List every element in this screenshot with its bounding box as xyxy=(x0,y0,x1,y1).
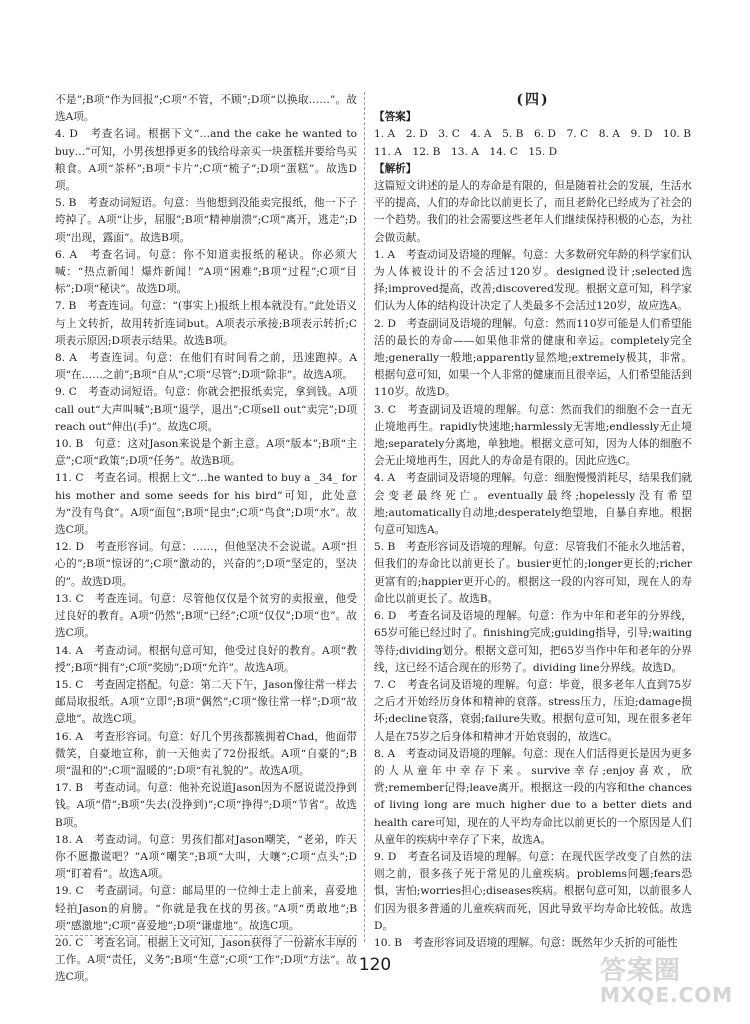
analysis-item: 3. C 考查副词及语境的理解。句意：然而我们的细胞不会一直无止境地再生。rapidly快速地;harmlessly无害地;endlessly无止境地;separately分离地，单独地。根据文意可知，因为人体的细胞不会无止境地再生，因此人的寿命是有限的。因此应选C。 xyxy=(374,403,692,468)
analysis-item: 7. C 考查名词及语境的理解。句意：毕竟，很多老年人直到75岁之后才开始经历身体和精神的衰落。stress压力，压迫;damage损坏;decline衰落，衰弱;failure失败。根据句意可知，现在很多老年人是在75岁之后身体和精神才开始衰弱的，故选C。 xyxy=(374,678,692,743)
answer-item: 4. D 考查名词。根据下文“…and the cake he wanted to buy…”可知，小男孩想掙更多的钱给母亲买一块蛋糕并要给鸟买粮食。A项“茶杯”;B项“卡片”;C项“梳子”;D项“蛋糕”。故选D项。 xyxy=(55,128,357,193)
answer-item: 9. C 考查动词短语。句意：你就会把报纸卖完，拿到钱。A项call out“大声叫喊”;B项“退学，退出”;C项sell out“卖完”;D项reach out“伸出(手)”。故选C项。 xyxy=(55,386,357,433)
answer-item: 19. C 考查副词。句意：邮局里的一位绅士走上前来，喜爱地轻拍Jason的肩膀。“你就是我在找的男孩。”A项“勇敢地”;B项“感激地”;C项“喜爱地”;D项“谦虚地”。故选C项。 xyxy=(55,885,357,932)
analysis-label: 【解析】 xyxy=(374,162,417,175)
answer-item: 18. A 考查动词。句意：男孩们都对Jason嘲笑，“老弟，昨天你不愿撒谎吧？”A项“嘲笑”;B项“大叫，大嚷”;C项“点头”;D项“盯着看”。故选A项。 xyxy=(55,833,357,881)
left-column xyxy=(55,92,357,987)
answer-item: 7. B 考查连词。句意：“(事实上)报纸上根本就没有。”此处语义与上文转折，故用转折连词but。A项表示承接;B项表示转折;C项表示原因;D项表示结果。故选B项。 xyxy=(55,300,357,347)
answer-item: 13. C 考查连词。句意：尽管他仅仅是个贫穷的卖报童，他受过良好的教育。A项“仍然”;B项“已经”;C项“仅仅”;D项“也”。故选C项。 xyxy=(55,592,357,640)
answer-item: 8. A 考查连词。句意：在他们有时间看之前，迅速跑掉。A项“在……之前”;B项“自从”;C项“尽管”;D项“除非”。故选A项。 xyxy=(55,352,357,382)
analysis-item: 8. A 考查动词及语境的理解。句意：现在人们活得更长是因为更多的人从童年中幸存下来。survive幸存;enjoy喜欢，欣赏;remember记得;leave离开。根据这一段的内容和the chances of living long are much higher due to a better diets and health care可知，现在的人平均寿命比以前更长的一个原因是人们从童年的疾病中幸存了下来，故选A。 xyxy=(374,747,692,846)
column-divider xyxy=(364,92,365,942)
answer-item: 6. A 考查名词。句意：你不知道卖报纸的秘诀。你必须大喊：“热点新闻！爆炸新闻！”A项“困难”;B项“过程”;C项“目标”;D项“秘诀”。故选D项。 xyxy=(55,248,357,296)
section-title: (四) xyxy=(516,92,550,108)
analysis-intro: 这篇短文讲述的是人的寿命是有限的，但是随着社会的发展，生活水平的提高，人们的寿命比以前更长了，而且老龄化已经成为了社会的一个趋势。我们的社会需要这些老年人们继续保持积极的心态，为社会做贡献。 xyxy=(374,180,692,244)
analysis-item: 9. D 考查名词及语境的理解。句意：在现代医学改变了自然的法则之前，很多孩子死于常见的儿童疾病。problems问题;fears恐惧，害怕;worries担心;diseases疾病。根据句意可知，以前很多人们因为很多普通的儿童疾病而死，因此导致平均寿命比较低。故选D。 xyxy=(374,850,692,932)
right-column xyxy=(374,92,692,952)
answer-item: 15. C 考查固定搭配。句意：第二天下午，Jason像往常一样去邮局取报纸。A项“立即”;B项“偶然”;C项“像往常一样”;D项“故意地”。故选C项。 xyxy=(55,678,357,726)
analysis-item: 10. B 考查形容词及语境的理解。句意：既然年少夭折的可能性 xyxy=(374,936,678,949)
answer-item: 11. C 考查名词。根据上文“…he wanted to buy a _34_ for his mother and some seeds for his bird”可知，此处意为“没有鸟食”。A项“面包”;B项“昆虫”;C项“鸟食”;D项“水”。故选C项。 xyxy=(55,472,357,537)
analysis-item: 1. A 考查动词及语境的理解。句意：大多数研究年龄的科学家们认为人体被设计的不会活过120岁。designed设计;selected选择;improved提高，改善;discovered发现。根据文意可知，科学家们认为人体的结构设计决定了人类最多不会活过120岁，故应选A。 xyxy=(374,248,692,313)
footer-divider xyxy=(55,935,357,936)
watermark-logo xyxy=(600,950,734,1010)
answer-item: 12. D 考查形容词。句意：……，但他坚决不会说谎。A项“担心的”;B项“惊讶的”;C项“激动的，兴奋的”;D项“坚定的，坚决的”。故选D项。 xyxy=(55,541,357,588)
answer-item: 10. B 句意：这对Jason来说是个新主意。A项“版本”;B项“主意”;C项“政策”;D项“任务”。故选B项。 xyxy=(55,438,357,468)
analysis-item: 4. A 考查副词及语境的理解。句意：细胞慢慢消耗尽，结果我们就会变老最终死亡。eventually最终;hopelessly没有希望地;automatically自动地;desperately绝望地，自暴自弃地。根据句意可知选A。 xyxy=(374,472,692,537)
analysis-item: 6. D 考查名词及语境的理解。句意：作为中年和老年的分界线，65岁可能已经过时了。finishing完成;guiding指导，引导;waiting等待;dividing划分。根据文意可知，把65岁当作中年和老年的分界线，这已经不适合现在的形势了。dividing line分界线。故选D。 xyxy=(374,610,692,674)
analysis-item: 2. D 考查副词及语境的理解。句意：然而110岁可能是人们希望能活的最长的寿命——如果他非常的健康和幸运。completely完全地;generally一般地;apparently显然地;extremely极其，非常。根据句意可知，如果一个人非常的健康而且很幸运，人们希望能活到110岁。故选D。 xyxy=(374,317,692,399)
answers-line: 1. A 2. D 3. C 4. A 5. B 6. D 7. C 8. A 9. D 10. B xyxy=(374,128,692,141)
analysis-item: 5. B 考查形容词及语境的理解。句意：尽管我们不能永久地活着，但我们的寿命比以前更长了。busier更忙的;longer更长的;richer更富有的;happier更开心的。根据这一段的内容可知，现在人的寿命比以前更长了。故选B。 xyxy=(374,541,692,605)
watermark-text: 答案圈 xyxy=(600,956,682,986)
answer-item: 14. A 考查动词。根据句意可知，他受过良好的教育。A项“教授”;B项“拥有”;C项“奖励”;D项“允许”。故选A项。 xyxy=(55,644,357,674)
answer-item: 16. A 考查形容词。句意：好几个男孩都簇拥着Chad，他面带微笑，自豪地宣称，前一天他卖了72份报纸。A项“自豪的”;B项“温和的”;C项“温暖的”;D项“有礼貌的”。故选A项。 xyxy=(55,730,357,777)
answer-item: 17. B 考查动词。句意：他补充说道Jason因为不愿说谎没挣到钱。A项“借”;B项“失去(没挣到)”;C项“挣得”;D项“节省”。故选B项。 xyxy=(55,782,357,829)
page-number: 120 xyxy=(358,955,392,975)
answer-item: 不是”;B项“作为回报”;C项“不管，不顾”;D项“以换取……”。故选A项。 xyxy=(55,94,357,124)
answer-item: 5. B 考查动词短语。句意：当他想到没能卖完报纸，他一下子垮掉了。A项“让步，屈服”;B项“精神崩溃”;C项“离开，逃走”;D项“出现，露面”。故选B项。 xyxy=(55,197,357,244)
answers-line: 11. A 12. B 13. A 14. C 15. D xyxy=(374,145,558,158)
answers-label: 【答案】 xyxy=(374,111,417,124)
answer-item: 20. C 考查名词。根据上文可知，Jason获得了一份薪水丰厚的工作。A项“责任，义务”;B项“生意”;C项“工作”;D项“方法”。故选C项。 xyxy=(55,936,357,984)
watermark-url: MXQE.COM xyxy=(600,983,734,1007)
